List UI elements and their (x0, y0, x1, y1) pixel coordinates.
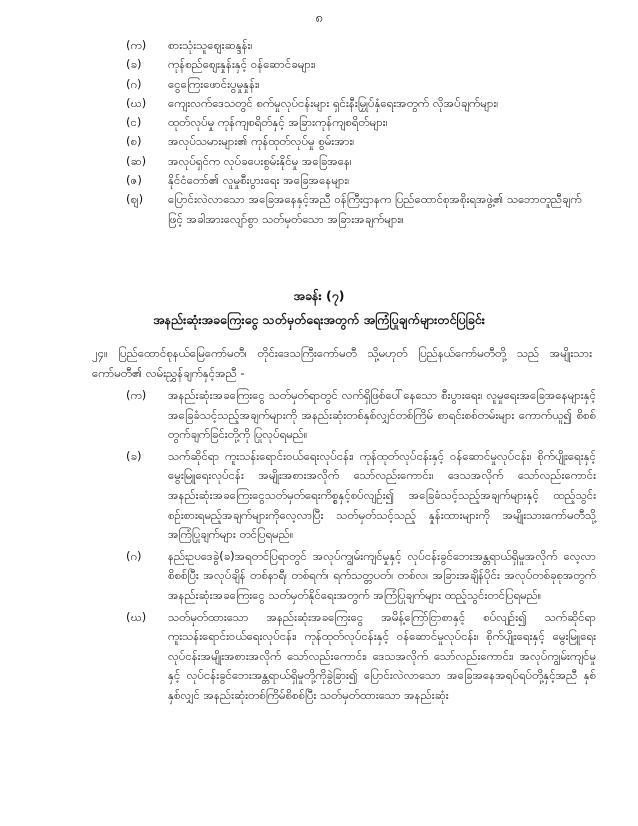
item-label: (ဂ) (126, 548, 142, 563)
item-label: (ဇ) (126, 173, 142, 188)
item-label: (ခ) (126, 57, 142, 72)
item-text: သက်ဆိုင်ရာ ကူးသန်းရောင်းဝယ်ရေးလုပ်ငန်း၊ ကုန်ထုတ်လုပ်ငန်းနှင့် ဝန်ဆောင်မှုလုပ်ငန်း၊ စိုက်ပျိုးရေးနှင့်မွေးမြူရေးလုပ်ငန်း အမျိုးအစားအလိုက် သော်လည်းကောင်း၊ ဒေသအလိုက် သော်လည်းကောင်း အနည်းဆုံးအခကြေးငွေသတ်မှတ်ရေးကိစ္စနှင့်စပ်လျဉ်း၍ အခြေခံသင့်သည့်အချက်များနှင့် ထည့်သွင်းစဉ်းစားရမည့်အချက်များကိုလေ့လာပြီး သတ်မှတ်သင့်သည့် နှုန်းထားများကို အမျိုးသားကော်မတီသို့ အကြံပြုချက်များ တင်ပြရမည်။ (168, 448, 596, 542)
item-label: (ဃ) (126, 609, 147, 624)
item-label: (ခ) (126, 448, 142, 463)
list-item (126, 55, 596, 74)
item-text: နည်းဥပဒေခွဲ(ခ)အရတင်ပြရာတွင် အလုပ်ကျွမ်းကျင်မှုနှင့် လုပ်ငန်းခွင်ဘေးအန္တရာယ်ရှိမှုအလိုက် လေ့လာစိစစ်ပြီး အလုပ်ချိန် တစ်နာရီ၊ တစ်ရက်၊ ရက်သတ္တပတ်၊ တစ်လ၊ အခြားအချိန်ပိုင်း အလုပ်တစ်ခုစုအတွက် အနည်းဆုံးအခကြေးငွေ သတ်မှတ်နိုင်ရေးအတွက် အကြံပြုချက်များ ထည့်သွင်းတင်ပြရမည်။ (168, 548, 596, 602)
list-item (126, 171, 596, 190)
item-text: အလုပ်ရှင်က လုပ်ခပေးစွမ်းနိုင်မှု အခြေအနေ၊ (168, 153, 352, 168)
item-label: (က) (126, 38, 147, 52)
list-item (126, 75, 596, 94)
item-text: နိုင်ငံတော်၏ လူမှုစီးပွားရေး အခြေအနေများ၊ (168, 173, 350, 188)
list-item (126, 152, 596, 171)
list-main (126, 386, 596, 708)
item-label: (ဈ) (126, 192, 144, 207)
list-item (126, 36, 596, 55)
item-label: (ဂ) (126, 76, 142, 91)
item-text: စားသုံးသူဈေးဆန္ဒန်း၊ (168, 38, 253, 52)
list-item (126, 386, 596, 445)
item-text: ပြောင်းလဲလာသော အခြေအနေနှင့်အညီ ဝန်ကြီးဌာနက ပြည်ထောင်စုအစိုးရအဖွဲ့၏ သဘောတူညီချက်ဖြင့် အခါအားလျော်စွာ သတ်မှတ်သော အခြားအချက်များ။ (168, 192, 582, 226)
list-item (126, 547, 596, 606)
list-item (126, 447, 596, 545)
list-item (126, 190, 596, 229)
chapter-heading: အခန်း (၇) (293, 288, 345, 303)
item-label: (ဃ) (126, 95, 147, 110)
item-label: (င) (126, 115, 142, 130)
list-item (126, 94, 596, 113)
page-number: ၈ (315, 11, 323, 26)
item-text: ထုတ်လုပ်မှု ကုန်ကျစရိတ်နှင့် အခြားကုန်ကျစရိတ်များ၊ (168, 115, 388, 130)
list-top (126, 36, 596, 229)
item-text: အနည်းဆုံးအခကြေးငွေ သတ်မှတ်ရာတွင် လက်ရှိဖြစ်ပေါ်နေသော စီးပွားရေး၊ လူမှုရေးအခြေအနေများနှင့် အခြေခံသင့်သည့်အချက်များကို အနည်းဆုံးတစ်နှစ်လျှင်တစ်ကြိမ် စာရင်းစစ်တမ်းများ ကောက်ယူ၍ စိစစ်တွက်ချက်ခြင်းတို့ကို ပြုလုပ်ရမည်။ (168, 388, 596, 442)
item-label: (ဆ) (126, 153, 147, 168)
list-item (126, 132, 596, 151)
item-text: ကုန်စည်ဈေးနှုန်းနှင့် ဝန်ဆောင်ခများ၊ (168, 57, 316, 72)
item-label: (စ) (126, 134, 142, 149)
section-intro: ၂၄။ ပြည်ထောင်စုနယ်မြေကော်မတီ၊ တိုင်းဒေသကြီးကော်မတီ သို့မဟုတ် ပြည်နယ်ကော်မတီတို့ သည် အမျိုးသားကော်မတီ၏ လမ်းညွှန်ချက်နှင့်အညီ - (92, 346, 592, 380)
list-item (126, 113, 596, 132)
chapter-title: အနည်းဆုံးအခကြေးငွေ သတ်မှတ်ရေးအတွက် အကြံပြုချက်များတင်ပြခြင်း (153, 312, 485, 327)
list-item (126, 608, 596, 706)
item-text: ငွေကြေးဖောင်းပွမှုနှုန်း၊ (168, 76, 260, 91)
item-label: (က) (126, 388, 147, 402)
item-text: ကျေးလက်ဒေသတွင် စက်မှုလုပ်ငန်းများ ရှင်းနီးမြှုပ်နှံရေးအတွက် လိုအပ်ချက်များ၊ (168, 95, 499, 110)
item-text: သတ်မှတ်ထားသော အနည်းဆုံးအခကြေးငွေ အမိန့်ကြော်ငြာစာနှင့် စပ်လျဉ်း၍ သက်ဆိုင်ရာ ကူးသန်းရောင်းဝယ်ရေးလုပ်ငန်း၊ ကုန်ထုတ်လုပ်ငန်းနှင့် ဝန်ဆောင်မှုလုပ်ငန်း၊ စိုက်ပျိုးရေးနှင့် မွေးမြူရေးလုပ်ငန်းအမျိုးအစားအလိုက် သော်လည်းကောင်း၊ ဒေသအလိုက် သော်လည်းကောင်း၊ အလုပ်ကျွမ်းကျင်မှုနှင့် လုပ်ငန်းခွင်ဘေးအန္တရာယ်ရှိမှုတို့ကိုခွဲခြား၍ ပြောင်းလဲလာသော အခြေအနေအရပ်ရပ်တို့နှင့်အညီ နှစ်နှစ်လျှင် အနည်းဆုံးတစ်ကြိမ်စိစစ်ပြီး သတ်မှတ်ထားသော အနည်းဆုံး (168, 609, 596, 702)
item-text: အလုပ်သမားများ၏ ကုန်ထုတ်လုပ်မှု စွမ်းအား၊ (168, 134, 355, 149)
